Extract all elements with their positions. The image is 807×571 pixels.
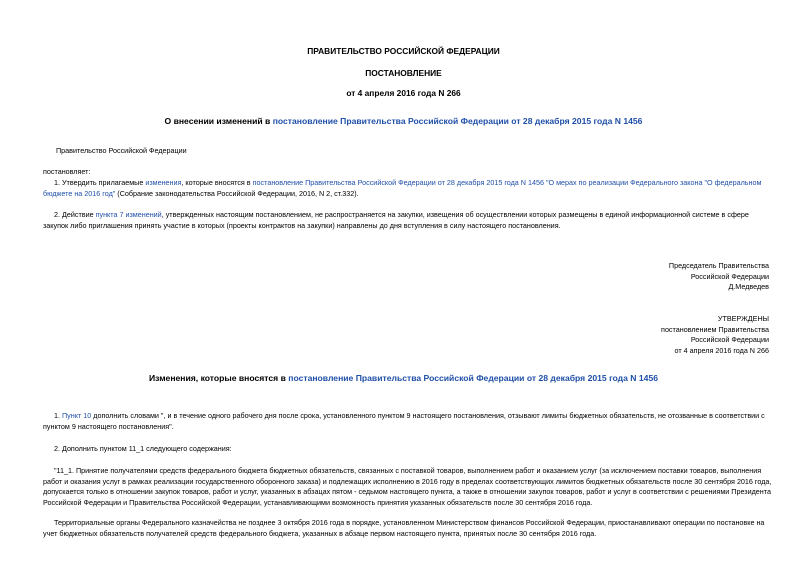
changes-title-prefix: Изменения, которые вносятся в <box>148 373 289 383</box>
preamble-decree: постановляет: <box>43 167 91 176</box>
change-4: Территориальные органы Федерального казначейства не позднее 3 октября 2016 года в порядке, установленном Министерством финансов Российской Федерации, приостанавливают операции по постановке на учет бюджетных обязательств получателей средств федерального бюджета, указанных в абзаце первом настоящего пункта, принятых после 30 сентября 2016 года. <box>43 518 765 538</box>
approved-org: Российской Федерации <box>690 335 769 345</box>
doc-date: от 4 апреля 2016 года N 266 <box>346 88 461 98</box>
change-1-link-point10[interactable]: Пункт 10 <box>62 411 92 420</box>
approval-block <box>661 314 769 356</box>
change-2: 2. Дополнить пунктом 11_1 следующего содержания: <box>54 444 232 453</box>
change-3: "11_1. Принятие получателями средств федерального бюджета бюджетных обязательств, связанных с поставкой товаров, выполнением работ и оказанием услуг (за исключением поставки товаров, выполнения работ и оказания услуг в рамках реализации государственного оборонного заказа) и подлежащих исполнению в 2016 году в пределах соответствующих лимитов бюджетных обязательств после 30 сентября 2016 года, допускается только в отношении закупок товаров, работ и услуг, указанных в абзацах пятом - седьмом настоящего пункта, а также в отношении закупок товаров, работ и услуг в соответствии с решениями Президента Российской Федерации и Правительства Российской Федерации, устанавливающими возможность принятия указанных обязательств после 30 сентября 2016 года. <box>43 466 772 507</box>
approved-date: от 4 апреля 2016 года N 266 <box>674 345 769 355</box>
p2-link-point7[interactable]: пункта 7 изменений <box>95 210 162 219</box>
approved-label: УТВЕРЖДЕНЫ <box>717 314 769 323</box>
change-1-text: дополнить словами ", и в течение одного рабочего дня после срока, установленного пунктом 9 настоящего постановления, отзывают лимиты бюджетных обязательств, не отозванные в соответствии с пунктом 9 настоящего постановления". <box>43 411 765 431</box>
changes-title <box>0 373 807 384</box>
p1-text-a: 1. Утвердить прилагаемые <box>54 178 146 187</box>
change-1-number: 1. <box>54 411 62 420</box>
paragraph-2 <box>43 210 773 231</box>
p1-text-c: (Собрание законодательства Российской Федерации, 2016, N 2, ст.332). <box>115 188 359 198</box>
preamble-government: Правительство Российской Федерации <box>56 146 187 155</box>
p1-link-changes[interactable]: изменения <box>145 178 182 187</box>
title-prefix: О внесении изменений в <box>164 116 273 126</box>
p1-link-decree[interactable]: постановление Правительства Российской Федерации от 28 декабря 2015 года N 1456 "О мерах по реализации Федерального закона "О федеральном бюджете на 2016 год" <box>43 178 762 198</box>
signature-org: Российской Федерации <box>690 271 769 281</box>
title-link[interactable]: постановление Правительства Российской Федерации от 28 декабря 2015 года N 1456 <box>272 116 643 126</box>
changes-title-link[interactable]: постановление Правительства Российской Федерации от 28 декабря 2015 года N 1456 <box>288 373 659 383</box>
document-title <box>0 116 807 127</box>
government-heading: ПРАВИТЕЛЬСТВО РОССИЙСКОЙ ФЕДЕРАЦИИ <box>307 46 500 56</box>
p2-text-a: 2. Действие <box>54 210 96 219</box>
doc-type-heading: ПОСТАНОВЛЕНИЕ <box>365 68 442 78</box>
signature-block <box>669 261 769 293</box>
change-1 <box>43 411 773 432</box>
p1-text-b: , которые вносятся в <box>181 178 253 187</box>
approved-by: постановлением Правительства <box>661 324 769 334</box>
signature-title: Председатель Правительства <box>668 261 769 270</box>
paragraph-1 <box>43 178 773 199</box>
signature-name: Д.Медведев <box>728 282 769 292</box>
p2-text-b: , утвержденных настоящим постановлением, не распространяется на закупки, извещения об осуществлении которых размещены в единой информационной системе в сфере закупок либо приглашения принять участие в которых (проекты контрактов на закупки) направлены до дня вступления в силу настоящего постановления. <box>43 210 749 230</box>
